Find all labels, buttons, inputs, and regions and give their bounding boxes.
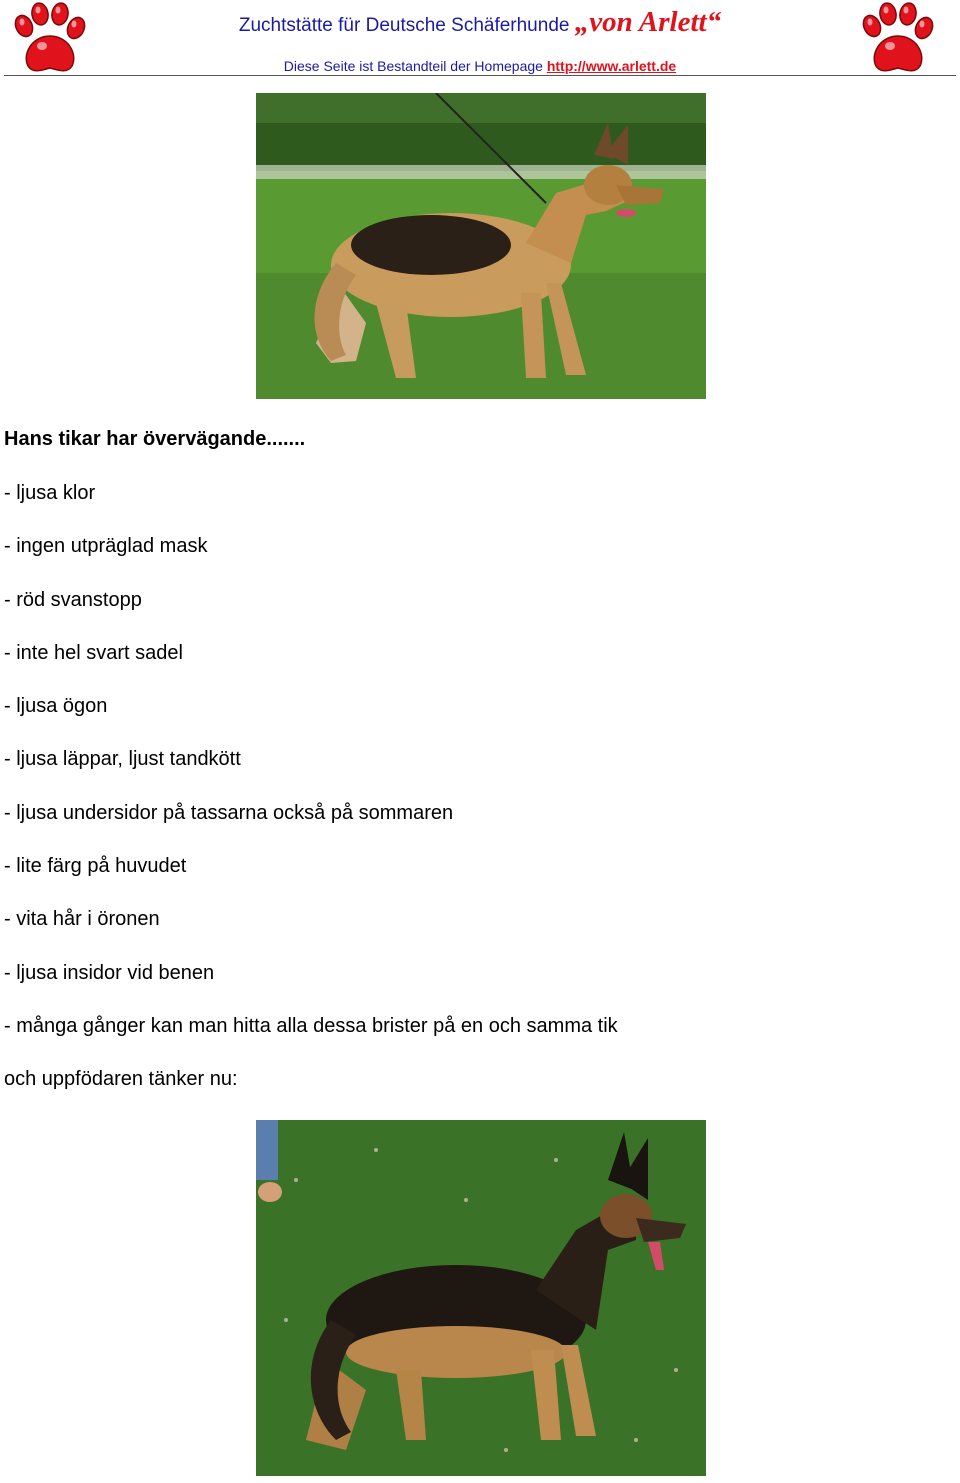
- dog-photo-bottom: [256, 1120, 706, 1476]
- site-title: [0, 6, 960, 39]
- list-item: - ljusa läppar, ljust tandkött: [4, 748, 241, 771]
- list-item: - ljusa ögon: [4, 695, 108, 718]
- list-item: - lite färg på huvudet: [4, 855, 187, 878]
- header-divider: [4, 75, 956, 76]
- list-item: - vita hår i öronen: [4, 908, 160, 931]
- subtitle-text: Diese Seite ist Bestandteil der Homepage: [283, 58, 543, 74]
- list-item: - ljusa insidor vid benen: [4, 961, 215, 984]
- list-item: och uppfödaren tänker nu:: [4, 1068, 238, 1091]
- section-heading: Hans tikar har övervägande.......: [4, 428, 306, 450]
- trait-list: [4, 480, 618, 1120]
- list-item: - ingen utpräglad mask: [4, 535, 208, 558]
- list-item: - inte hel svart sadel: [4, 641, 183, 664]
- list-item: - röd svanstopp: [4, 588, 142, 611]
- homepage-link[interactable]: http://www.arlett.de: [546, 58, 677, 74]
- list-item: - många gånger kan man hitta alla dessa brister på en och samma tik: [4, 1014, 618, 1037]
- site-title-text: Zuchtstätte für Deutsche Schäferhunde: [238, 15, 570, 36]
- german-shepherd-image: [256, 93, 706, 399]
- kennel-name: „von Arlett“: [574, 6, 722, 38]
- paw-print-logo-icon: [858, 2, 940, 76]
- site-subtitle: [0, 58, 960, 74]
- dog-photo-top: [256, 93, 706, 399]
- list-item: - ljusa klor: [4, 482, 96, 504]
- german-shepherd-image: [256, 1120, 706, 1476]
- list-item: - ljusa undersidor på tassarna också på sommaren: [4, 801, 454, 824]
